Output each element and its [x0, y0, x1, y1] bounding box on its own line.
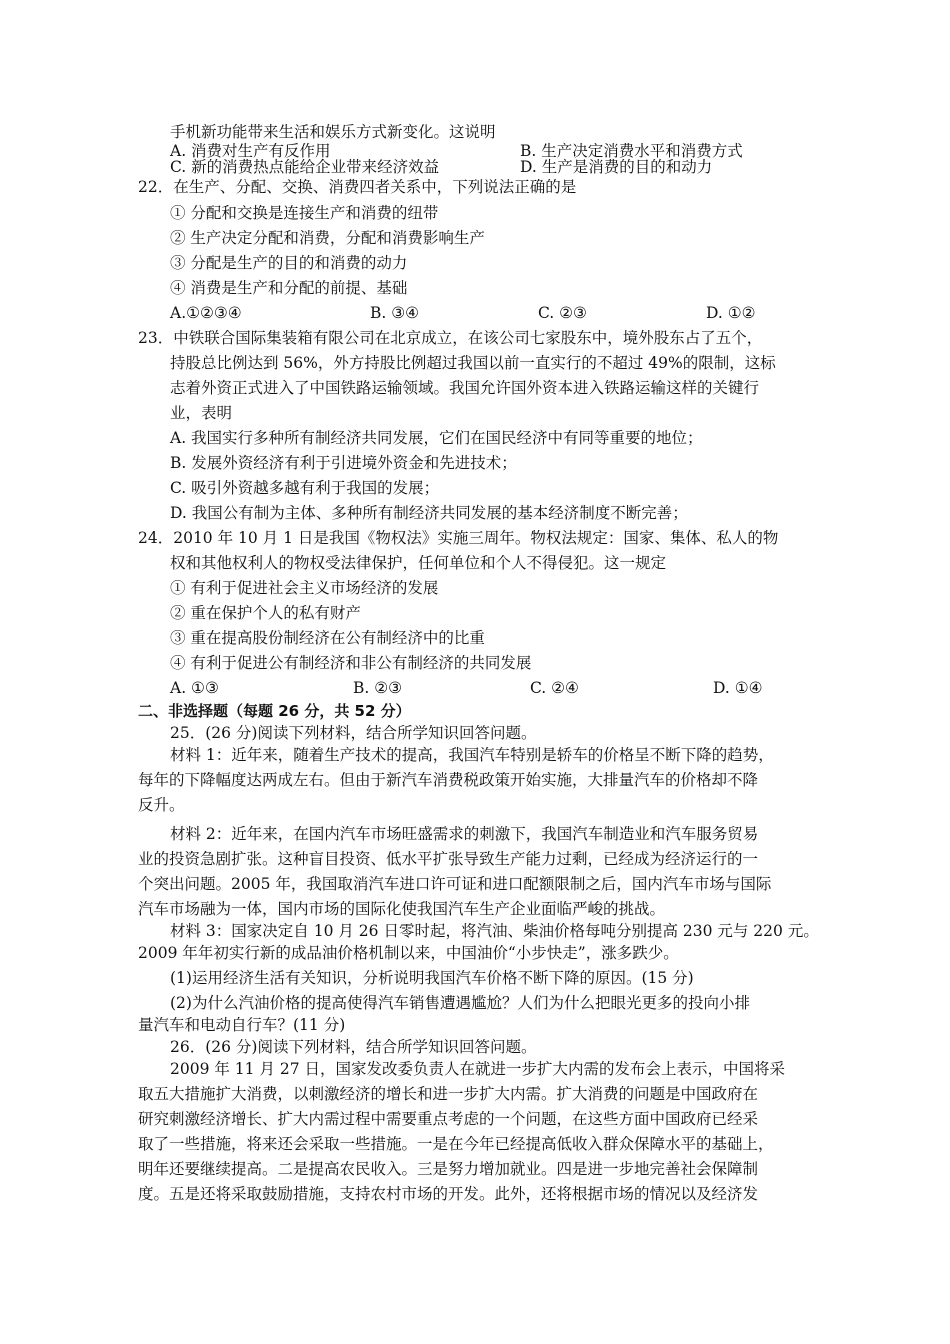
q24-option-b: B. ②③ — [353, 679, 403, 697]
q25-material-1-line-2: 每年的下降幅度达两成左右。但由于新汽车消费税政策开始实施，大排量汽车的价格却不降 — [138, 771, 759, 789]
q22-item-3: ③ 分配是生产的目的和消费的动力 — [170, 254, 408, 272]
q21-option-d: D. 生产是消费的目的和动力 — [520, 158, 713, 176]
q23-option-a: A. 我国实行多种所有制经济共同发展，它们在国民经济中有同等重要的地位； — [170, 429, 703, 447]
q25-material-3-line-2: 2009 年年初实行新的成品油价格机制以来，中国油价“小步快走”，涨多跌少。 — [138, 944, 679, 962]
q24-stem-line-1: 24．2010 年 10 月 1 日是我国《物权法》实施三周年。物权法规定：国家、集体、私人的物 — [138, 529, 779, 547]
q25-question-2-line-1: (2)为什么汽油价格的提高使得汽车销售遭遇尴尬？人们为什么把眼光更多的投向小排 — [170, 994, 750, 1012]
q21-option-a: A. 消费对生产有反作用 — [170, 142, 331, 160]
q23-stem-line-4: 业，表明 — [170, 404, 233, 422]
q25-material-1-line-3: 反升。 — [138, 796, 185, 814]
q21-option-b: B. 生产决定消费水平和消费方式 — [520, 142, 743, 160]
q24-stem-line-2: 权和其他权利人的物权受法律保护，任何单位和个人不得侵犯。这一规定 — [170, 554, 667, 572]
q23-stem-line-3: 志着外资正式进入了中国铁路运输领域。我国允许国外资本进入铁路运输这样的关键行 — [170, 379, 760, 397]
q25-material-3-line-1: 材料 3：国家决定自 10 月 26 日零时起，将汽油、柴油价格每吨分别提高 230 元与 220 元。 — [170, 922, 819, 940]
q26-body-line-1: 2009 年 11 月 27 日，国家发改委负责人在就进一步扩大内需的发布会上表示，中国将采 — [170, 1060, 786, 1078]
q24-option-d: D. ①④ — [713, 679, 763, 697]
q23-option-c: C. 吸引外资越多越有利于我国的发展； — [170, 479, 440, 497]
q26-body-line-2: 取五大措施扩大消费，以刺激经济的增长和进一步扩大内需。扩大消费的问题是中国政府在 — [138, 1085, 759, 1103]
q26-body-line-4: 取了一些措施，将来还会采取一些措施。一是在今年已经提高低收入群众保障水平的基础上， — [138, 1135, 774, 1153]
q25-material-2-line-3: 个突出问题。2005 年，我国取消汽车进口许可证和进口配额限制之后，国内汽车市场与国际 — [138, 875, 772, 893]
q24-item-2: ② 重在保护个人的私有财产 — [170, 604, 361, 622]
q25-question-1: (1)运用经济生活有关知识，分析说明我国汽车价格不断下降的原因。(15 分) — [170, 969, 694, 987]
q25-material-2-line-4: 汽车市场融为一体，国内市场的国际化使我国汽车生产企业面临严峻的挑战。 — [138, 900, 666, 918]
q21-stem-line: 手机新功能带来生活和娱乐方式新变化。这说明 — [170, 123, 496, 141]
q21-option-c: C. 新的消费热点能给企业带来经济效益 — [170, 158, 440, 176]
q23-option-b: B. 发展外资经济有利于引进境外资金和先进技术； — [170, 454, 517, 472]
q26-intro: 26．(26 分)阅读下列材料，结合所学知识回答问题。 — [170, 1038, 537, 1056]
q22-item-4: ④ 消费是生产和分配的前提、基础 — [170, 279, 408, 297]
q22-option-c: C. ②③ — [538, 304, 587, 322]
q25-question-2-line-2: 量汽车和电动自行车？(11 分) — [138, 1016, 346, 1034]
q22-item-2: ② 生产决定分配和消费，分配和消费影响生产 — [170, 229, 485, 247]
q24-option-c: C. ②④ — [530, 679, 579, 697]
q25-intro: 25．(26 分)阅读下列材料，结合所学知识回答问题。 — [170, 724, 537, 742]
q22-stem: 22．在生产、分配、交换、消费四者关系中，下列说法正确的是 — [138, 178, 577, 196]
q26-body-line-6: 度。五是还将采取鼓励措施，支持农村市场的开发。此外，还将根据市场的情况以及经济发 — [138, 1185, 759, 1203]
q25-material-2-line-2: 业的投资急剧扩张。这种盲目投资、低水平扩张导致生产能力过剩，已经成为经济运行的一 — [138, 850, 759, 868]
q23-stem-line-2: 持股总比例达到 56%，外方持股比例超过我国以前一直实行的不超过 49%的限制，这标 — [170, 354, 776, 372]
q23-option-d: D. 我国公有制为主体、多种所有制经济共同发展的基本经济制度不断完善； — [170, 504, 688, 522]
q24-option-a: A. ①③ — [170, 679, 219, 697]
q24-item-3: ③ 重在提高股份制经济在公有制经济中的比重 — [170, 629, 485, 647]
q22-option-d: D. ①② — [706, 304, 756, 322]
q26-body-line-5: 明年还要继续提高。二是提高农民收入。三是努力增加就业。四是进一步地完善社会保障制 — [138, 1160, 759, 1178]
q22-option-a: A.①②③④ — [170, 304, 242, 322]
q24-item-4: ④ 有利于促进公有制经济和非公有制经济的共同发展 — [170, 654, 532, 672]
q25-material-1-line-1: 材料 1：近年来，随着生产技术的提高，我国汽车特别是轿车的价格呈不断下降的趋势， — [170, 746, 774, 764]
q22-option-b: B. ③④ — [370, 304, 420, 322]
section-heading-nonchoice: 二、非选择题（每题 26 分，共 52 分） — [138, 702, 411, 720]
q26-body-line-3: 研究刺激经济增长、扩大内需过程中需要重点考虑的一个问题，在这些方面中国政府已经采 — [138, 1110, 759, 1128]
q23-stem-line-1: 23．中铁联合国际集装箱有限公司在北京成立，在该公司七家股东中，境外股东占了五个， — [138, 329, 763, 347]
q24-item-1: ① 有利于促进社会主义市场经济的发展 — [170, 579, 439, 597]
q25-material-2-line-1: 材料 2：近年来，在国内汽车市场旺盛需求的刺激下，我国汽车制造业和汽车服务贸易 — [170, 825, 759, 843]
q22-item-1: ① 分配和交换是连接生产和消费的纽带 — [170, 204, 439, 222]
